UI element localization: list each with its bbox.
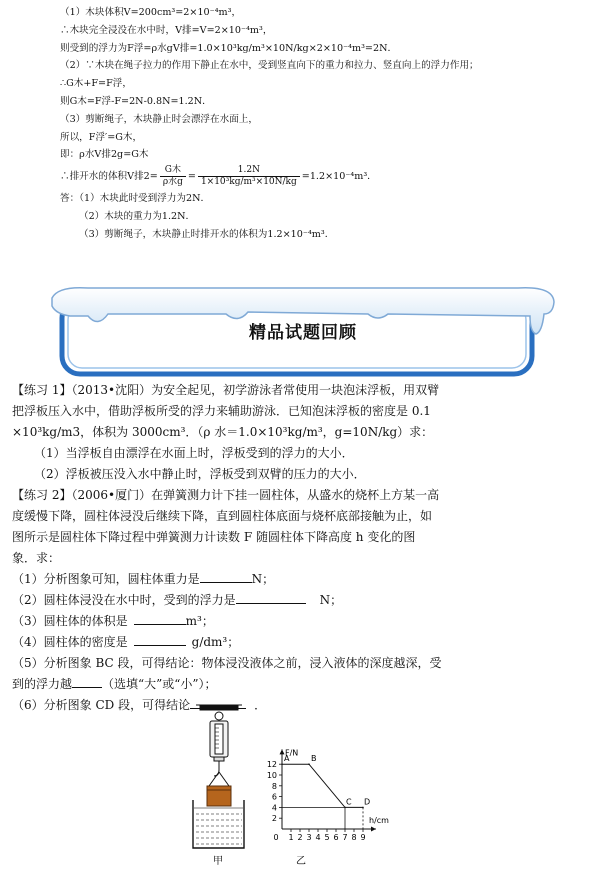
q2-unit: N； (319, 593, 343, 607)
fraction-1-denominator: ρ水g (162, 177, 183, 188)
q2-text: （2）圆柱体浸没在水中时，受到的浮力是 (12, 593, 236, 607)
data-point (362, 807, 364, 809)
exercise-2-question-4 (12, 632, 592, 653)
q5-blank[interactable] (72, 687, 102, 688)
exercise-2-question-1 (12, 569, 592, 590)
exercise-2-question-2 (12, 590, 592, 611)
water (194, 808, 243, 844)
exercises-block (12, 380, 592, 716)
exercise-2-line: 【练习 2】（2006•厦门）在弹簧测力计下挂一圆柱体，从盛水的烧杯上方某一高 (12, 488, 440, 502)
solution-line: （2）∵木块在绳子拉力的作用下静止在水中，受到竖直向下的重力和拉力、竖直向上的浮力作用； (60, 60, 479, 72)
exercise-2-question-5: （5）分析图象 BC 段，可得结论：物体浸没液体之前，浸入液体的深度越深，受 (12, 656, 442, 670)
y-tick-label: 6 (271, 792, 277, 802)
point-label: B (311, 754, 317, 764)
exercise-2-line: 图所示是圆柱体下降过程中弹簧测力计读数 F 随圆柱体下降高度 h 变化的图 (12, 530, 416, 544)
x-tick-label: 4 (315, 833, 321, 842)
y-tick-label: 8 (271, 781, 277, 791)
x-tick-label: 3 (306, 833, 312, 842)
figure-label-right: 乙 (296, 856, 306, 867)
beaker (193, 800, 244, 848)
fraction-2 (198, 165, 300, 188)
data-point (308, 763, 310, 765)
q4-unit: g/dm³； (191, 635, 240, 649)
q3-unit: m³； (185, 614, 214, 628)
data-point (344, 807, 346, 809)
solution-line: （3）剪断绳子，木块静止时会漂浮在水面上， (60, 113, 258, 125)
q1-unit: N； (251, 572, 275, 586)
exercise-1-line: 把浮板压入水中，借助浮板所受的浮力来辅助游泳．已知泡沫浮板的密度是 0.1 (12, 404, 431, 418)
data-point (281, 763, 283, 765)
x-tick-label: 0 (273, 833, 279, 842)
y-axis-arrow (280, 749, 285, 754)
y-tick-label: 2 (271, 814, 277, 824)
exercise-2-line: 度缓慢下降，圆柱体浸没后继续下降，直到圆柱体底面与烧杯底部接触为止，如 (12, 509, 433, 523)
fraction-1 (160, 165, 186, 188)
exercise-2-question-6 (12, 695, 592, 716)
exercise-1-question: （1）当浮板自由漂浮在水面上时，浮板受到的浮力的大小． (34, 446, 354, 460)
x-tick-label: 8 (351, 833, 357, 842)
q2-blank[interactable] (236, 603, 306, 604)
banner-title: 精品试题回顾 (249, 323, 357, 343)
formula-result: =1.2×10⁻⁴m³． (301, 171, 377, 183)
solution-line: 则受到的浮力为F浮=ρ水gV排=1.0×10³kg/m³×10N/kg×2×10⁻⁴m³=2N． (60, 42, 398, 54)
figure-label-left: 甲 (213, 856, 223, 867)
formula-prefix: ∴排开水的体积V排2= (60, 171, 158, 183)
exercise-2-line: 象．求： (12, 551, 61, 565)
x-tick-label: 1 (288, 833, 294, 842)
solution-line: 所以，F浮′=G木， (60, 131, 143, 143)
hook (214, 761, 219, 776)
fraction-2-numerator: 1.2N (198, 165, 300, 177)
q6-end: ． (254, 698, 267, 712)
y-tick-label: 4 (271, 803, 277, 813)
answer-line: （2）木块的重力为1.2N． (79, 210, 196, 222)
point-label: C (346, 797, 352, 807)
y-tick-label: 10 (266, 771, 277, 780)
q1-text: （1）分析图象可知，圆柱体重力是 (12, 572, 200, 586)
x-tick-label: 7 (342, 833, 348, 842)
answer-line: （3）剪断绳子，木块静止时排开水的体积为1.2×10⁻⁴m³． (79, 228, 335, 240)
apparatus-figure (193, 705, 244, 848)
x-tick-label: 5 (324, 833, 330, 842)
y-axis-label: F/N (285, 748, 299, 758)
q3-blank[interactable] (134, 624, 186, 625)
formula-equals: = (187, 171, 196, 183)
spring-scale (210, 721, 228, 757)
force-height-chart (267, 748, 389, 842)
exercise-1-line: 【练习 1】（2013•沈阳）为安全起见，初学游泳者常使用一块泡沫浮板，用双臂 (12, 383, 440, 397)
q5-text: 到的浮力越 (12, 677, 73, 691)
fraction-1-numerator: G木 (160, 165, 186, 177)
x-tick-label: 2 (297, 833, 303, 842)
cylinder (207, 786, 231, 806)
data-series-line (282, 764, 363, 807)
y-tick-label: 12 (266, 760, 277, 770)
x-axis-arrow (371, 827, 376, 832)
q6-blank[interactable] (190, 708, 246, 709)
exercise-2-question-5-cont (12, 674, 592, 695)
solution-formula-line (60, 164, 580, 190)
q5-hint: （选填“大”或“小”）； (102, 677, 217, 691)
x-tick-label: 6 (333, 833, 339, 842)
q4-text: （4）圆柱体的密度是 (12, 635, 128, 649)
fraction-2-denominator: 1×10³kg/m³×10N/kg (200, 177, 297, 188)
exercise-1-line: ×10³kg/m3，体积为 3000cm³．（ρ 水＝1.0×10³kg/m³，g=10N/kg）求： (12, 425, 434, 439)
point-label: A (284, 754, 290, 764)
q6-text: （6）分析图象 CD 段，可得结论 (12, 698, 191, 712)
x-axis-label: h/cm (369, 816, 389, 825)
solution-line: ∴G木+F=F浮， (60, 78, 132, 90)
q1-blank[interactable] (200, 582, 252, 583)
solution-block (60, 4, 580, 244)
exercise-2-question-3 (12, 611, 592, 632)
x-tick-label: 9 (360, 833, 366, 842)
point-label: D (364, 797, 371, 807)
solution-line: 即：ρ水V排2g=G木 (60, 149, 149, 161)
answer-line: 答：（1）木块此时受到浮力为2N． (60, 193, 211, 205)
q4-blank[interactable] (134, 645, 186, 646)
q3-text: （3）圆柱体的体积是 (12, 614, 128, 628)
exercise-1-question: （2）浮板被压没入水中静止时，浮板受到双臂的压力的大小． (34, 467, 366, 481)
solution-line: （1）木块体积V=200cm³=2×10⁻⁴m³， (60, 7, 242, 18)
solution-line: 则G木=F浮-F=2N-0.8N=1.2N． (60, 95, 212, 107)
solution-line: ∴木块完全浸没在水中时，V排=V=2×10⁻⁴m³， (60, 24, 273, 36)
